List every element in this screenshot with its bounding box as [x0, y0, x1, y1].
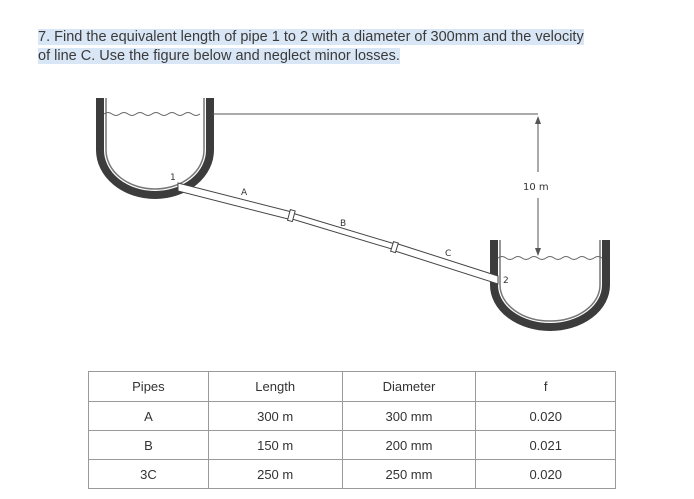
cell-friction-factor: 0.020 — [476, 460, 616, 489]
upper-reservoir — [100, 98, 210, 195]
cell-length: 150 m — [208, 431, 342, 460]
header-length: Length — [208, 372, 342, 402]
elevation-dimension — [212, 114, 541, 256]
cell-diameter: 300 mm — [342, 402, 476, 431]
table-row — [89, 431, 616, 460]
pipe-data-table — [88, 371, 616, 489]
question-line-1: 7. Find the equivalent length of pipe 1 to 2 with a diameter of 300mm and the velocity — [38, 29, 584, 45]
table-header-row — [89, 372, 616, 402]
pipeline — [178, 183, 498, 284]
cell-pipe: 3C — [89, 460, 209, 489]
elevation-label: 10 m — [523, 182, 549, 193]
cell-diameter: 250 mm — [342, 460, 476, 489]
table-row — [89, 402, 616, 431]
cell-pipe: B — [89, 431, 209, 460]
pipe-b-label: B — [340, 219, 347, 229]
header-pipes: Pipes — [89, 372, 209, 402]
cell-pipe: A — [89, 402, 209, 431]
header-friction-factor: f — [476, 372, 616, 402]
cell-length: 250 m — [208, 460, 342, 489]
arrow-up-icon — [535, 116, 541, 124]
point-2-label: 2 — [503, 276, 509, 286]
cell-length: 300 m — [208, 402, 342, 431]
header-diameter: Diameter — [342, 372, 476, 402]
point-1-label: 1 — [170, 173, 176, 183]
upper-water-surface — [104, 113, 200, 116]
question-line-2: of line C. Use the figure below and neglect minor losses. — [38, 48, 400, 64]
cell-diameter: 200 mm — [342, 431, 476, 460]
lower-reservoir — [494, 240, 606, 327]
lower-water-surface — [498, 257, 602, 260]
pipe-c-label: C — [445, 249, 452, 259]
table-row — [89, 460, 616, 489]
pipe-a — [178, 183, 292, 220]
arrow-down-icon — [535, 248, 541, 256]
cell-friction-factor: 0.020 — [476, 402, 616, 431]
pipe-a-label: A — [241, 188, 248, 198]
cell-friction-factor: 0.021 — [476, 431, 616, 460]
